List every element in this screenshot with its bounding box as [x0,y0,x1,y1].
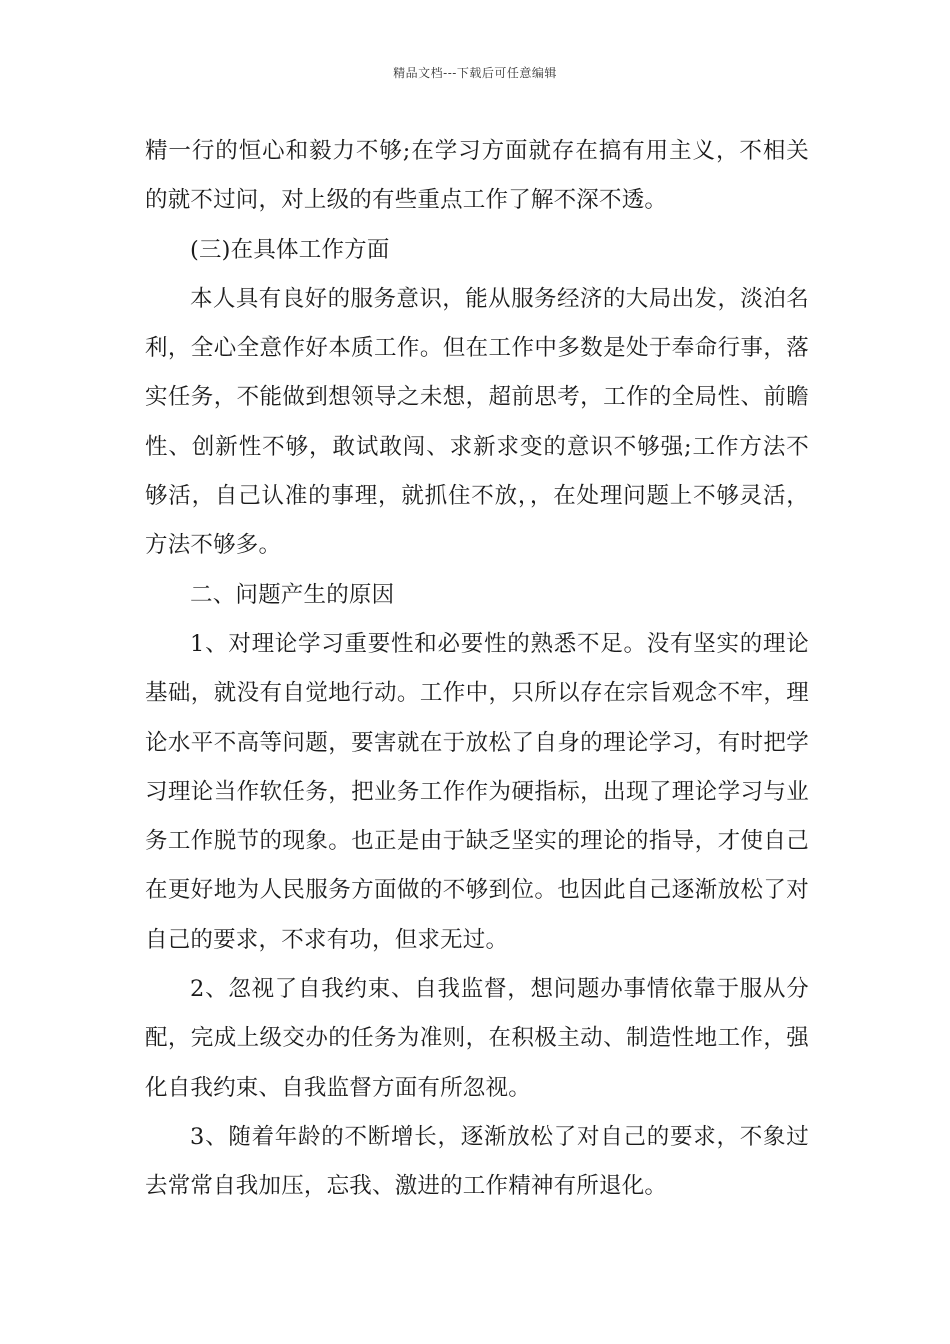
paragraph-specific-work: 本人具有良好的服务意识，能从服务经济的大局出发，淡泊名利，全心全意作好本质工作。但在工作中多数是处于奉命行事，落实任务，不能做到想领导之未想，超前思考，工作的全局性、前瞻性、创新性不够，敢试敢闯、求新求变的意识不够强;工作方法不够活，自己认准的事理，就抓住不放，，在处理问题上不够灵活，方法不够多。 [145,285,809,559]
section-heading-causes: 二、问题产生的原因 [190,581,395,608]
section-heading-specific-work: (三)在具体工作方面 [190,236,390,263]
document-body [145,127,809,1212]
paragraph-continuation: 精一行的恒心和毅力不够;在学习方面就存在搞有用主义，不相关的就不过问，对上级的有些重点工作了解不深不透。 [145,138,809,214]
paragraph-cause-2: 2、忽视了自我约束、自我监督，想问题办事情依靠于服从分配，完成上级交办的任务为准则，在积极主动、制造性地工作，强化自我约束、自我监督方面有所忽视。 [145,976,809,1101]
page-header: 精品文档---下载后可任意编辑 [393,66,557,80]
paragraph-cause-3: 3、随着年龄的不断增长，逐渐放松了对自己的要求，不象过去常常自我加压，忘我、激进的工作精神有所退化。 [145,1123,809,1200]
paragraph-cause-1: 1、对理论学习重要性和必要性的熟悉不足。没有坚实的理论基础，就没有自觉地行动。工作中，只所以存在宗旨观念不牢，理论水平不高等问题，要害就在于放松了自身的理论学习，有时把学习理论当作软任务，把业务工作作为硬指标，出现了理论学习与业务工作脱节的现象。也正是由于缺乏坚实的理论的指导，才使自己在更好地为人民服务方面做的不够到位。也因此自己逐渐放松了对自己的要求，不求有功，但求无过。 [145,630,809,953]
